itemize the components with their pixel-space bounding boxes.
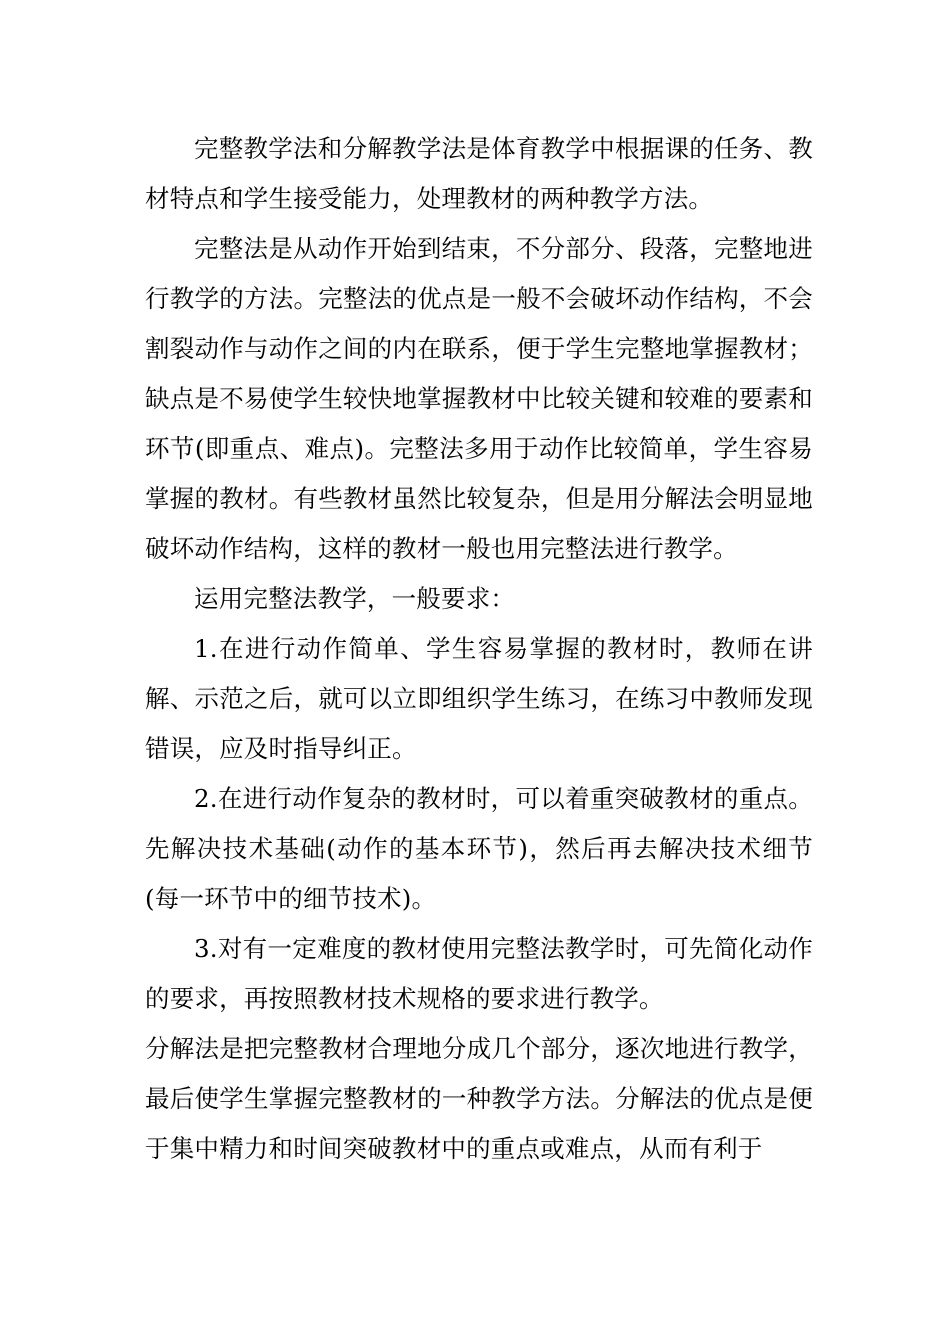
paragraph-intro: 完整教学法和分解教学法是体育教学中根据课的任务、教材特点和学生接受能力，处理教材的两种教学方法。 [145,134,813,213]
paragraph-requirements-heading: 运用完整法教学，一般要求： [194,584,516,613]
document-page [145,124,813,1174]
paragraph-requirement-3: 3.对有一定难度的教材使用完整法教学时，可先简化动作的要求，再按照教材技术规格的要求进行教学。 [145,934,813,1013]
paragraph-decomposition-method: 分解法是把完整教材合理地分成几个部分，逐次地进行教学，最后使学生掌握完整教材的一种教学方法。分解法的优点是便于集中精力和时间突破教材中的重点或难点，从而有利于 [145,1034,813,1163]
paragraph-requirement-1: 1.在进行动作简单、学生容易掌握的教材时，教师在讲解、示范之后，就可以立即组织学生练习，在练习中教师发现错误，应及时指导纠正。 [145,634,813,763]
paragraph-requirement-2: 2.在进行动作复杂的教材时，可以着重突破教材的重点。先解决技术基础(动作的基本环节)，然后再去解决技术细节(每一环节中的细节技术)。 [145,784,813,913]
paragraph-complete-method: 完整法是从动作开始到结束，不分部分、段落，完整地进行教学的方法。完整法的优点是一般不会破坏动作结构，不会割裂动作与动作之间的内在联系，便于学生完整地掌握教材；缺点是不易使学生较快地掌握教材中比较关键和较难的要素和环节(即重点、难点)。完整法多用于动作比较简单，学生容易掌握的教材。有些教材虽然比较复杂，但是用分解法会明显地破坏动作结构，这样的教材一般也用完整法进行教学。 [145,234,813,563]
